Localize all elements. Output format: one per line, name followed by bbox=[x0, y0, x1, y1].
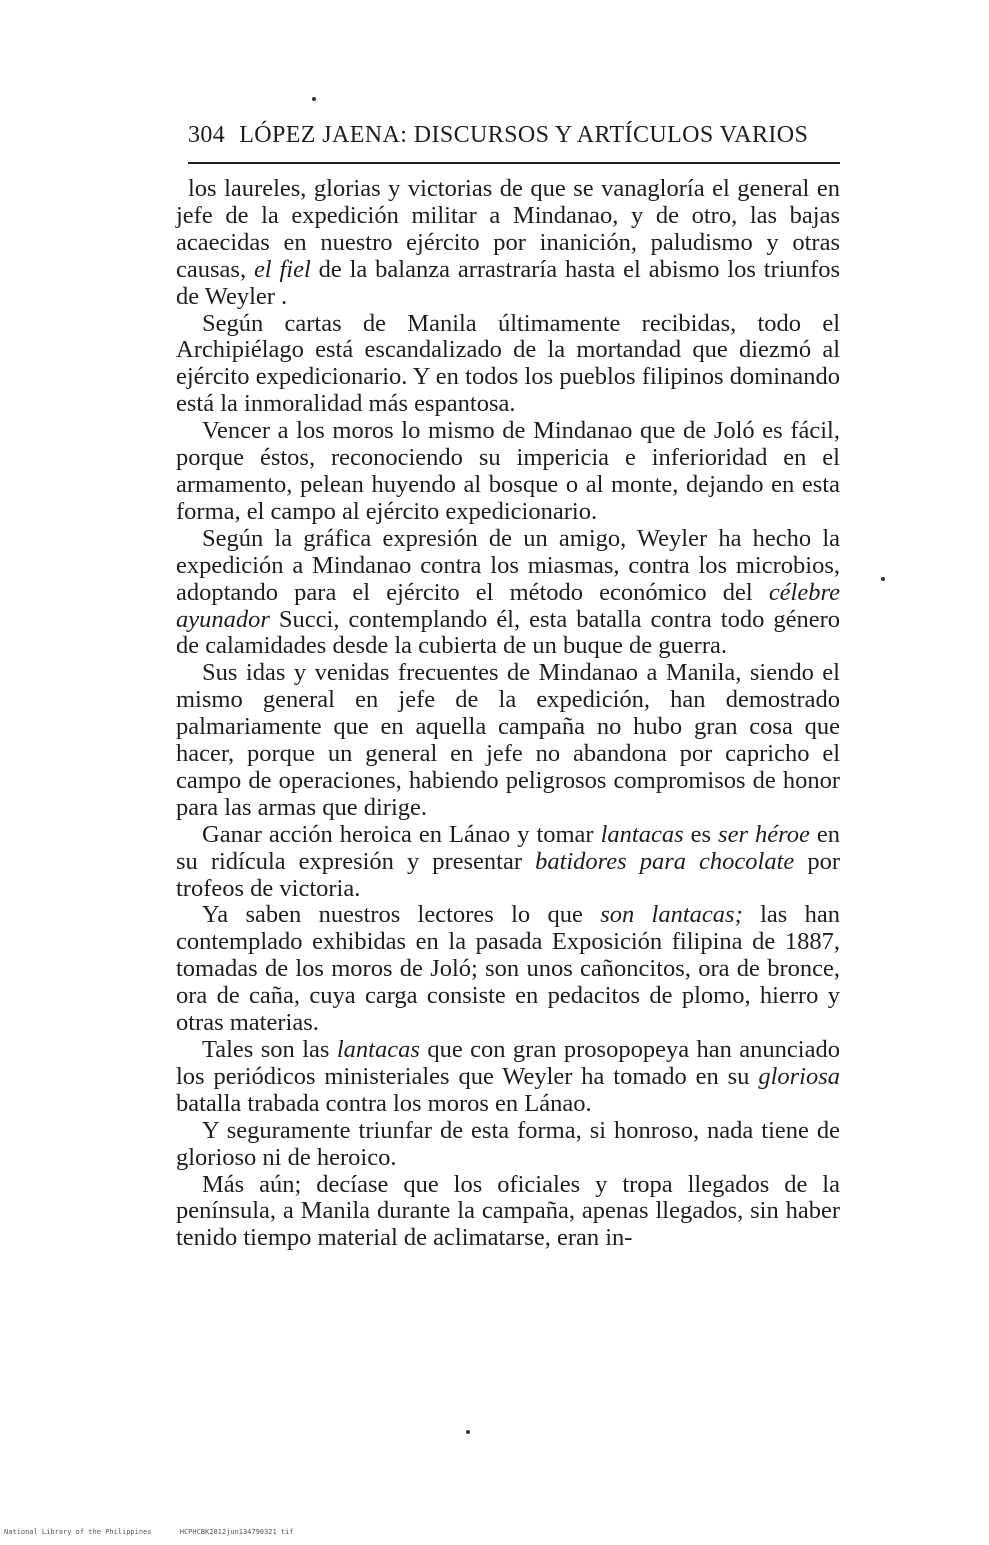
text-run: los laureles, glorias y victorias de que se vanagloría el general en jefe de la expedición militar a Mindanao, y de otro, las bajas acaecidas en nuestro ejército por inanición, paludismo y otras causas, bbox=[176, 175, 840, 283]
text-run: de la balanza arrastraría hasta el abismo los triunfos de Weyler . bbox=[176, 255, 840, 310]
paragraph bbox=[176, 1118, 840, 1172]
body-text bbox=[176, 176, 840, 1252]
header-rule bbox=[188, 162, 840, 164]
scan-footer bbox=[4, 1528, 318, 1536]
text-run: Ganar acción heroica en Lánao y tomar bbox=[202, 820, 601, 848]
text-run: Succi, contemplando él, esta batalla contra todo género de calamidades desde la cubierta de un buque de guerra. bbox=[176, 605, 840, 660]
text-run: por trofeos de victoria. bbox=[176, 847, 840, 902]
text-run: las han contemplado exhibidas en la pasada Exposición filipina de 1887, tomadas de los moros de Joló; son unos cañoncitos, ora de bronce, ora de caña, cuya carga consiste en pedacitos de plomo, hierro y otras materias. bbox=[176, 901, 841, 1037]
footer-scan-id: HCPHCBK2012jun134790321 tif bbox=[179, 1528, 294, 1536]
speck-mark bbox=[881, 577, 885, 581]
speck-mark bbox=[312, 97, 316, 101]
text-run: es bbox=[683, 820, 719, 848]
italic-text: gloriosa bbox=[758, 1062, 840, 1090]
paragraph bbox=[176, 822, 840, 903]
italic-text: lantacas bbox=[600, 820, 684, 848]
paragraph bbox=[176, 176, 840, 311]
paragraph bbox=[176, 526, 840, 661]
italic-text: batidores para chocolate bbox=[535, 847, 795, 875]
running-header bbox=[188, 122, 840, 160]
text-run: batalla trabada contra los moros en Lánao. bbox=[176, 1089, 592, 1117]
italic-text: lantacas bbox=[336, 1036, 420, 1063]
paragraph bbox=[176, 902, 840, 1037]
paragraph bbox=[176, 1172, 840, 1253]
paragraph bbox=[176, 311, 840, 419]
text-run: Según cartas de Manila últimamente recibidas, todo el Archipiélago está escandalizado de la mortandad que diezmó al ejército expedicionario. Y en todos los pueblos filipinos dominando está la inmoralidad más espantosa. bbox=[176, 309, 840, 418]
italic-text: el fiel bbox=[253, 255, 311, 283]
text-run: Y seguramente triunfar de esta forma, si honroso, nada tiene de glorioso ni de heroico. bbox=[176, 1116, 840, 1171]
speck-mark bbox=[466, 1430, 470, 1434]
text-run: Sus idas y venidas frecuentes de Mindanao a Manila, siendo el mismo general en jefe de la expedición, han demostrado palmariamente que en aquella campaña no hubo gran cosa que hacer, porque un general en jefe no abandona por capricho el campo de operaciones, habiendo peligrosos compromisos de honor para las armas que dirige. bbox=[176, 659, 840, 821]
text-run: Según la gráfica expresión de un amigo, Weyler ha hecho la expedición a Mindanao contra los miasmas, contra los microbios, adoptando para el ejército el método económico del bbox=[176, 524, 840, 606]
paragraph bbox=[176, 418, 840, 526]
text-run: que con gran prosopopeya han anunciado los periódicos ministeriales que Weyler ha tomado en su bbox=[176, 1036, 840, 1090]
running-title: LÓPEZ JAENA: DISCURSOS Y ARTÍCULOS VARIOS bbox=[239, 122, 809, 148]
text-run: en su ridícula expresión y presentar bbox=[176, 820, 840, 875]
text-run: Más aún; decíase que los oficiales y tropa llegados de la península, a Manila durante la campaña, apenas llegados, sin haber tenido tiempo material de aclimatarse, eran in- bbox=[176, 1170, 840, 1252]
italic-text: célebre ayunador bbox=[176, 578, 840, 633]
page-number: 304 bbox=[188, 122, 226, 148]
text-run: Ya saben nuestros lectores lo que bbox=[202, 901, 601, 929]
italic-text: ser héroe bbox=[718, 820, 810, 848]
text-run: Vencer a los moros lo mismo de Mindanao que de Joló es fácil, porque éstos, reconociendo su impericia e inferioridad en el armamento, pelean huyendo al bosque o al monte, dejando en esta forma, el campo al ejército expedicionario. bbox=[176, 417, 840, 525]
footer-library: National Library of the Philippines bbox=[4, 1528, 152, 1536]
paragraph bbox=[176, 1037, 840, 1118]
paragraph bbox=[176, 660, 840, 821]
italic-text: son lantacas; bbox=[600, 901, 743, 929]
text-run: Tales son las bbox=[202, 1036, 337, 1063]
